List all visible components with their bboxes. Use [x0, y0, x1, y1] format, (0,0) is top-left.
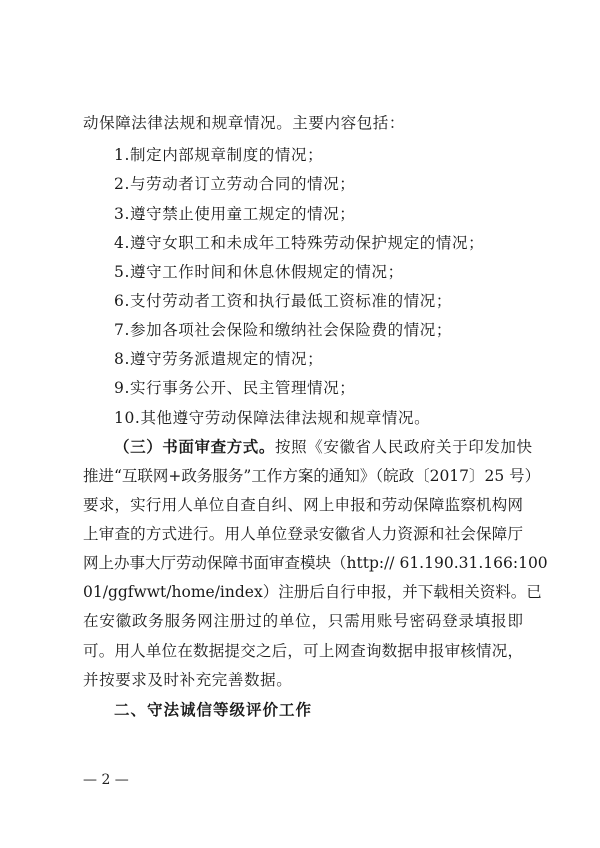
list-item: 2.与劳动者订立劳动合同的情况； — [114, 175, 356, 193]
page-number: — 2 — — [83, 772, 129, 788]
list-item: 10.其他遵守劳动保障法律法规和规章情况。 — [114, 409, 431, 427]
paragraph-text: 按照《安徽省人民政府关于印发加快 — [275, 438, 533, 456]
paragraph-line: 并按要求及时补充完善数据。 — [83, 671, 293, 689]
section-paragraph-first-line — [114, 437, 533, 457]
paragraph-line: 网上办事大厅劳动保障书面审查模块（http:// 61.190.31.166:100 — [83, 554, 548, 572]
paragraph-line: 上审查的方式进行。用人单位登录安徽省人力资源和社会保障厅 — [83, 525, 523, 543]
paragraph-line: 可。用人单位在数据提交之后，可上网查询数据申报审核情况， — [83, 642, 523, 660]
list-item: 6.支付劳动者工资和执行最低工资标准的情况； — [114, 292, 452, 310]
list-item: 5.遵守工作时间和休息休假规定的情况； — [114, 263, 404, 281]
paragraph-line: 动保障法律法规和规章情况。主要内容包括： — [83, 114, 406, 132]
list-item: 9.实行事务公开、民主管理情况； — [114, 379, 356, 397]
paragraph-line: 推进“互联网+政务服务”工作方案的通知》（皖政〔2017〕25 号） — [83, 467, 541, 485]
list-item: 8.遵守劳务派遣规定的情况； — [114, 350, 324, 368]
list-item: 7.参加各项社会保险和缴纳社会保险费的情况； — [114, 321, 452, 339]
section-heading-inline: （三）书面审查方式。 — [114, 437, 276, 456]
list-item: 1.制定内部规章制度的情况； — [114, 146, 324, 164]
list-item: 3.遵守禁止使用童工规定的情况； — [114, 205, 356, 223]
paragraph-line: 01/ggfwwt/home/index）注册后自行申报，并下载相关资料。已 — [83, 583, 542, 601]
section-heading: 二、守法诚信等级评价工作 — [114, 701, 313, 719]
paragraph-line: 要求，实行用人单位自查自纠、网上申报和劳动保障监察机构网 — [83, 496, 523, 514]
paragraph-line: 在安徽政务服务网注册过的单位，只需用账号密码登录填报即 — [83, 612, 523, 630]
list-item: 4.遵守女职工和未成年工特殊劳动保护规定的情况； — [114, 234, 485, 252]
